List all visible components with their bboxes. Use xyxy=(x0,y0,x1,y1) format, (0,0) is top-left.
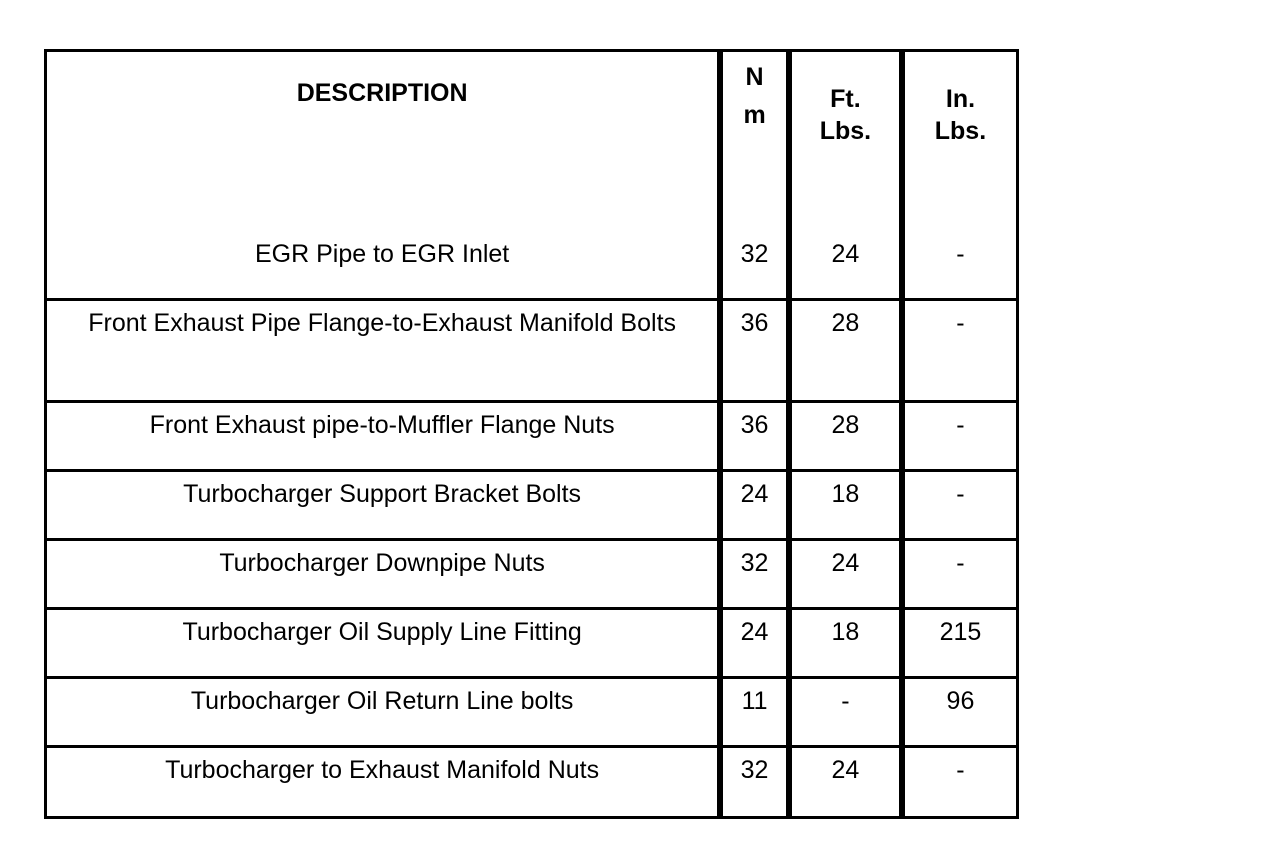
row-description: Turbocharger Support Bracket Bolts xyxy=(47,472,720,541)
row-nm: 11 xyxy=(720,679,789,748)
torque-spec-table xyxy=(44,49,1019,819)
row-in-lbs: - xyxy=(902,748,1016,816)
row-in-lbs: - xyxy=(902,472,1016,541)
row-nm: 32 xyxy=(720,541,789,610)
table-row xyxy=(47,232,1016,301)
table-row xyxy=(47,472,1016,541)
row-description: Turbocharger Oil Supply Line Fitting xyxy=(47,610,720,679)
row-in-lbs: - xyxy=(902,301,1016,403)
row-nm: 36 xyxy=(720,301,789,403)
row-ft-lbs: 28 xyxy=(789,301,902,403)
row-ft-lbs: 24 xyxy=(789,541,902,610)
row-description: EGR Pipe to EGR Inlet xyxy=(47,232,720,301)
row-nm: 32 xyxy=(720,232,789,301)
table-row xyxy=(47,403,1016,472)
row-in-lbs: - xyxy=(902,232,1016,301)
row-description: Turbocharger Oil Return Line bolts xyxy=(47,679,720,748)
table-row xyxy=(47,748,1016,816)
header-ft-lbs: Ft. Lbs. xyxy=(789,52,902,232)
row-nm: 24 xyxy=(720,610,789,679)
table-row xyxy=(47,679,1016,748)
row-in-lbs: - xyxy=(902,403,1016,472)
row-in-lbs: 215 xyxy=(902,610,1016,679)
row-ft-lbs: 18 xyxy=(789,472,902,541)
table-row xyxy=(47,301,1016,403)
row-nm: 24 xyxy=(720,472,789,541)
row-ft-lbs: 24 xyxy=(789,232,902,301)
table-row xyxy=(47,541,1016,610)
header-nm: N m xyxy=(720,52,789,232)
row-nm: 32 xyxy=(720,748,789,816)
row-description: Front Exhaust Pipe Flange-to-Exhaust Manifold Bolts xyxy=(47,301,720,403)
header-in-lbs: In. Lbs. xyxy=(902,52,1016,232)
row-ft-lbs: - xyxy=(789,679,902,748)
row-in-lbs: - xyxy=(902,541,1016,610)
row-ft-lbs: 18 xyxy=(789,610,902,679)
row-description: Turbocharger Downpipe Nuts xyxy=(47,541,720,610)
row-description: Front Exhaust pipe-to-Muffler Flange Nuts xyxy=(47,403,720,472)
header-description: DESCRIPTION xyxy=(47,52,720,232)
row-ft-lbs: 24 xyxy=(789,748,902,816)
row-ft-lbs: 28 xyxy=(789,403,902,472)
row-nm: 36 xyxy=(720,403,789,472)
table-row xyxy=(47,610,1016,679)
row-in-lbs: 96 xyxy=(902,679,1016,748)
header-row xyxy=(47,52,1016,232)
row-description: Turbocharger to Exhaust Manifold Nuts xyxy=(47,748,720,816)
